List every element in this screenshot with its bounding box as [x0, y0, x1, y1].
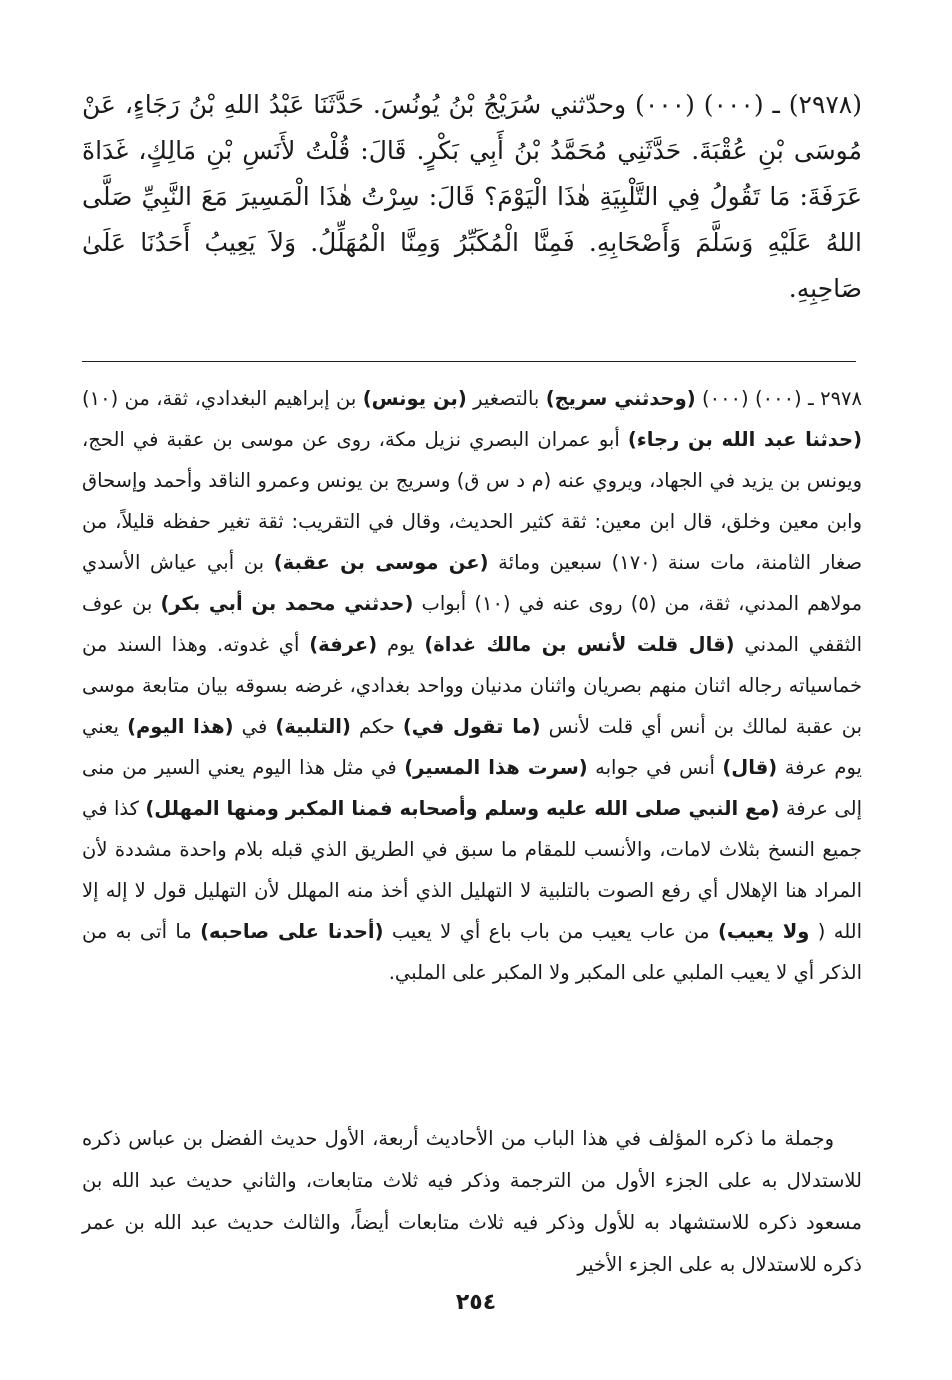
- commentary-text: ما أتى به من الذكر أي لا يعيب الملبي على المكبر ولا المكبر على الملبي.: [82, 920, 862, 984]
- commentary-text: من عاب يعيب من باب باع أي لا يعيب: [383, 920, 718, 943]
- commentary-text: في: [233, 715, 276, 738]
- commentary-quote: (أحدنا على صاحبه): [200, 920, 384, 943]
- commentary-quote: (بن يونس): [362, 387, 467, 410]
- commentary-quote: (حدثني محمد بن أبي بكر): [160, 592, 414, 615]
- commentary-text: في مثل هذا اليوم يعني السير من منى إلى عرفة: [82, 756, 863, 820]
- commentary-quote: (عن موسى بن عقبة): [273, 551, 489, 574]
- page-number: ٢٥٤: [455, 1290, 497, 1315]
- commentary-text: يوم: [377, 633, 425, 656]
- commentary-text: بالتصغير: [466, 387, 546, 410]
- commentary-text: بن إبراهيم البغدادي، ثقة، من (١٠): [82, 387, 363, 410]
- commentary-text: أنس في جوابه: [587, 756, 723, 779]
- commentary-quote: (مع النبي صلى الله عليه وسلم وأصحابه فمنا المكبر ومنها المهلل): [145, 797, 780, 820]
- commentary-quote: ولا يعيب): [717, 920, 810, 943]
- commentary-quote: (قال قلت لأنس بن مالك غداة): [424, 633, 735, 656]
- commentary-quote: (قال): [722, 756, 778, 779]
- hadith-text: (٢٩٧٨) ـ (٠٠٠) (٠٠٠) وحدّثني سُرَيْجُ بْنُ يُونُسَ. حَدَّثَنَا عَبْدُ اللهِ بْنُ رَجَاءٍ، عَنْ مُوسَى بْنِ عُقْبَةَ. حَدَّثَنِي مُحَمَّدُ بْنُ أَبِي بَكْرٍ. قَالَ: قُلْتُ لأَنَسِ بْنِ مَالِكٍ، غَدَاةَ عَرَفَةَ: مَا تَقُولُ فِي التَّلْبِيَةِ هٰذَا الْيَوْمَ؟ قَالَ: سِرْتُ هٰذَا الْمَسِيرَ مَعَ النَّبِيِّ صَلَّى اللهُ عَلَيْهِ وَسَلَّمَ وَأَصْحَابِهِ. فَمِنَّا الْمُكَبِّرُ وَمِنَّا الْمُهَلِّلُ. وَلاَ يَعِيبُ أَحَدُنَا عَلَىٰ صَاحِبِهِ.: [82, 90, 862, 303]
- commentary-quote: (وحدثني سريج): [545, 387, 696, 410]
- commentary-paragraph: [82, 378, 862, 993]
- commentary-text: بن أبي عياش الأسدي مولاهم المدني، ثقة، من (٥) روى عنه في (١٠) أبواب: [82, 551, 863, 615]
- commentary-quote: (حدثنا عبد الله بن رجاء): [627, 428, 862, 451]
- commentary-quote: (سرت هذا المسير): [404, 756, 588, 779]
- commentary-quote: (هذا اليوم): [127, 715, 234, 738]
- commentary-block: [82, 378, 862, 993]
- commentary-quote: (ما تقول في): [402, 715, 541, 738]
- commentary-text: بن عوف الثقفي المدني: [82, 592, 862, 656]
- commentary-text: ٢٩٧٨ ـ (٠٠٠) (٠٠٠): [695, 387, 863, 410]
- commentary-quote: (عرفة): [309, 633, 378, 656]
- footnote-divider: [82, 361, 856, 362]
- summary-paragraph: وجملة ما ذكره المؤلف في هذا الباب من الأحاديث أربعة، الأول حديث الفضل بن عباس ذكره للاستدلال به على الجزء الأول من الترجمة وذكر فيه ثلاث متابعات، والثاني حديث عبد الله بن مسعود ذكره للاستشهاد به للأول وذكر فيه ثلاث متابعات أيضاً، والثالث حديث عبد الله بن عمر ذكره للاستدلال به على الجزء الأخير: [82, 1127, 862, 1276]
- commentary-text: حكم: [350, 715, 403, 738]
- commentary-text: أبو عمران البصري نزيل مكة، روى عن موسى بن عقبة في الحج، ويونس بن يزيد في الجهاد، ويروي عنه (م د س ق) وسريج بن يونس وعمرو الناقد وأحمد وإسحاق وابن معين وخلق، قال ابن معين: ثقة كثير الحديث، وقال في التقريب: ثقة تغير حفظه قليلاً، من صغار الثامنة، مات سنة (١٧٠) سبعين ومائة: [82, 428, 862, 574]
- summary-block: [82, 1118, 862, 1286]
- commentary-text: كذا في جميع النسخ بثلاث لامات، والأنسب للمقام ما سبق في الطريق الذي قبله بلام واحدة مشددة لأن المراد هنا الإهلال أي رفع الصوت بالتلبية لا التهليل الذي أخذ منه المهلل لأن التهليل قول لا إله إلا الله (: [82, 797, 863, 943]
- commentary-text: يعني يوم عرفة: [82, 715, 862, 779]
- commentary-quote: (التلبية): [275, 715, 351, 738]
- commentary-text: أي غدوته. وهذا السند من خماسياته رجاله اثنان منهم بصريان واثنان مدنيان وواحد بغدادي، غرضه بسوقه بيان متابعة موسى بن عقبة لمالك بن أنس أي قلت لأنس: [82, 633, 863, 738]
